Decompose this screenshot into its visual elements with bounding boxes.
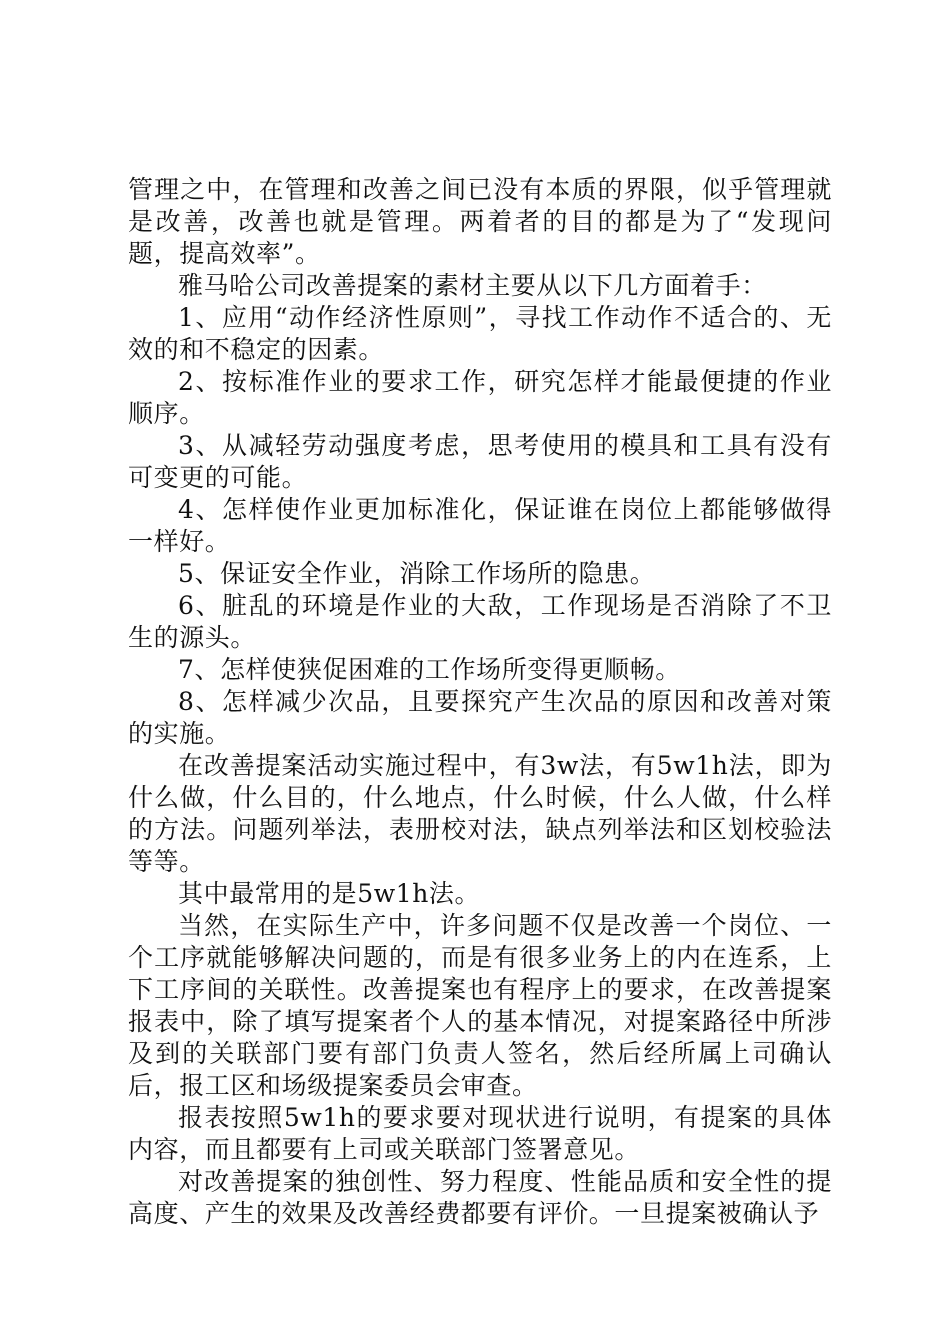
list-item-5: 5、保证安全作业，消除工作场所的隐患。: [178, 559, 656, 588]
list-item-3: 3、从减轻劳动强度考虑，思考使用的模具和工具有没有可变更的可能。: [128, 431, 832, 492]
list-item-8: 8、怎样减少次品，且要探究产生次品的原因和改善对策的实施。: [128, 687, 832, 748]
document-body: [128, 174, 832, 1230]
paragraph-most-used: 其中最常用的是5w1h法。: [178, 879, 481, 908]
list-item-4: 4、怎样使作业更加标准化，保证谁在岗位上都能够做得一样好。: [128, 495, 832, 556]
paragraph-intro: 雅马哈公司改善提案的素材主要从以下几方面着手：: [178, 271, 767, 300]
paragraph-process: 当然，在实际生产中，许多问题不仅是改善一个岗位、一个工序就能够解决问题的，而是有很多业务上的内在连系，上下工序间的关联性。改善提案也有程序上的要求，在改善提案报表中，除了填写提案者个人的基本情况，对提案路径中所涉及到的关联部门要有部门负责人签名，然后经所属上司确认后，报工区和场级提案委员会审查。: [128, 911, 832, 1100]
paragraph-methods: 在改善提案活动实施过程中，有3w法，有5w1h法，即为什么做，什么目的，什么地点，什么时候，什么人做，什么样的方法。问题列举法，表册校对法，缺点列举法和区划校验法等等。: [128, 751, 832, 876]
paragraph-report: 报表按照5w1h的要求要对现状进行说明，有提案的具体内容，而且都要有上司或关联部门签署意见。: [128, 1103, 832, 1164]
list-item-6: 6、脏乱的环境是作业的大敌，工作现场是否消除了不卫生的源头。: [128, 591, 832, 652]
paragraph-continuation: 管理之中，在管理和改善之间已没有本质的界限，似乎管理就是改善，改善也就是管理。两着者的目的都是为了“发现问题，提高效率”。: [128, 175, 832, 268]
paragraph-evaluation: 对改善提案的独创性、努力程度、性能品质和安全性的提高度、产生的效果及改善经费都要有评价。一旦提案被确认予: [128, 1167, 832, 1228]
list-item-1: 1、应用“动作经济性原则”，寻找工作动作不适合的、无效的和不稳定的因素。: [128, 303, 832, 364]
list-item-7: 7、怎样使狭促困难的工作场所变得更顺畅。: [178, 655, 681, 684]
list-item-2: 2、按标准作业的要求工作，研究怎样才能最便捷的作业顺序。: [128, 367, 832, 428]
